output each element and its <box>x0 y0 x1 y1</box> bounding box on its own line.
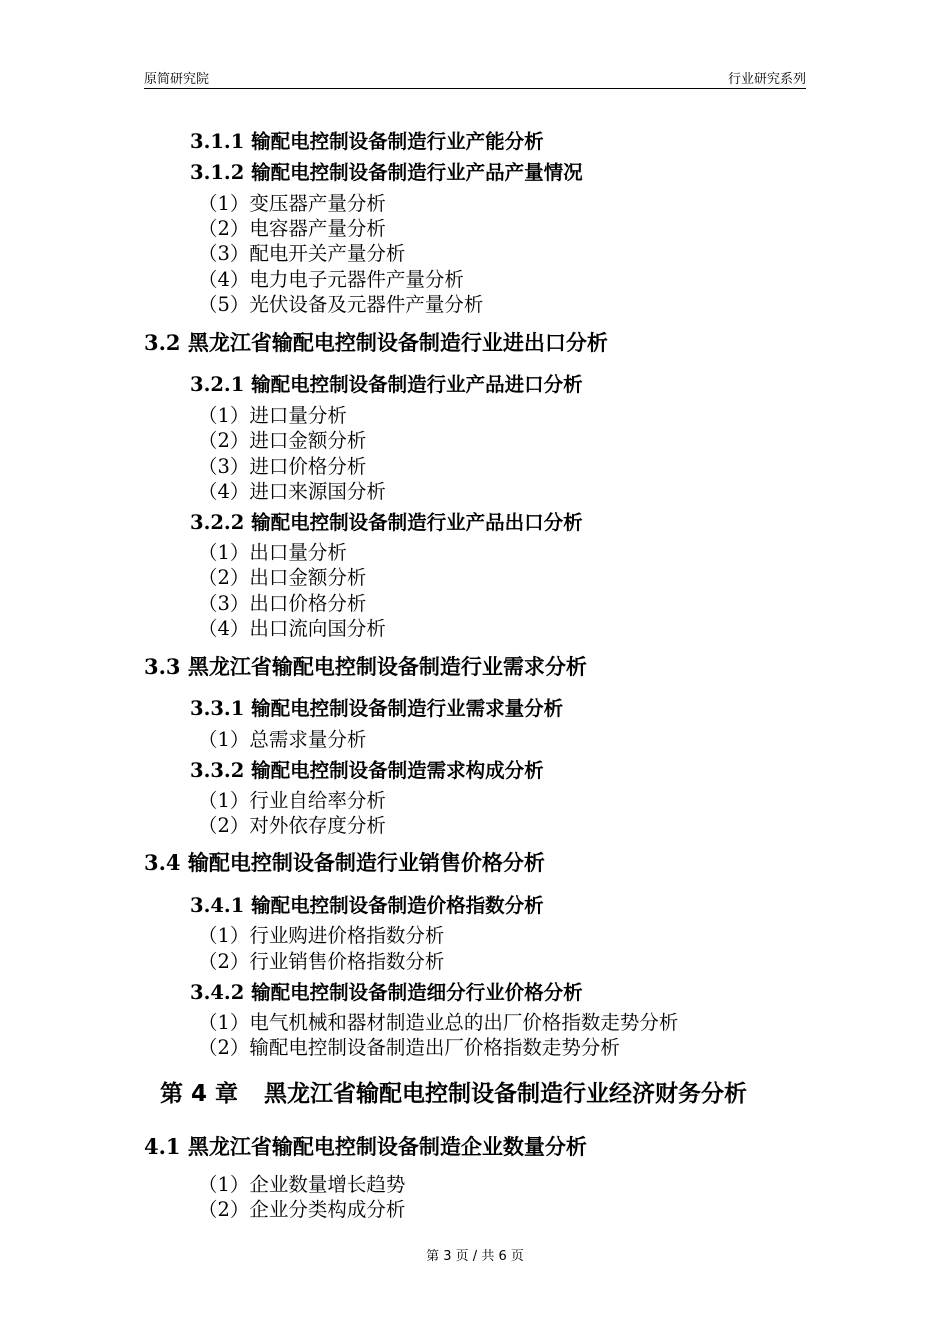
toc-item: （2）电容器产量分析 <box>198 217 386 240</box>
toc-subsection-3-4-2: 3.4.2 输配电控制设备制造细分行业价格分析 <box>190 981 583 1004</box>
toc-subsection-3-3-1: 3.3.1 输配电控制设备制造行业需求量分析 <box>190 697 564 720</box>
toc-item: （1）总需求量分析 <box>198 728 367 751</box>
toc-section-3-4: 3.4 输配电控制设备制造行业销售价格分析 <box>144 850 545 875</box>
toc-item: （2）进口金额分析 <box>198 429 367 452</box>
toc-subsection-3-3-2: 3.3.2 输配电控制设备制造需求构成分析 <box>190 759 544 782</box>
toc-item: （1）行业购进价格指数分析 <box>198 924 445 947</box>
toc-chapter-4 <box>160 1075 747 1108</box>
toc-item: （2）企业分类构成分析 <box>198 1198 406 1221</box>
toc-item: （1）行业自给率分析 <box>198 789 386 812</box>
toc-item: （1）电气机械和器材制造业总的出厂价格指数走势分析 <box>198 1011 679 1034</box>
toc-item: （2）出口金额分析 <box>198 566 367 589</box>
toc-item: （5）光伏设备及元器件产量分析 <box>198 293 484 316</box>
toc-section-3-3: 3.3 黑龙江省输配电控制设备制造行业需求分析 <box>144 654 587 679</box>
toc-item: （4）出口流向国分析 <box>198 617 386 640</box>
toc-item: （2）输配电控制设备制造出厂价格指数走势分析 <box>198 1036 620 1059</box>
toc-item: （3）进口价格分析 <box>198 455 367 478</box>
toc-item: （1）出口量分析 <box>198 541 347 564</box>
toc-item: （4）电力电子元器件产量分析 <box>198 268 464 291</box>
toc-item: （2）行业销售价格指数分析 <box>198 950 445 973</box>
toc-item: （3）出口价格分析 <box>198 592 367 615</box>
toc-subsection-3-2-1: 3.2.1 输配电控制设备制造行业产品进口分析 <box>190 373 583 396</box>
toc-subsection-3-1-2: 3.1.2 输配电控制设备制造行业产品产量情况 <box>190 161 583 184</box>
header-series: 行业研究系列 <box>727 72 806 87</box>
toc-item: （4）进口来源国分析 <box>198 480 386 503</box>
toc-section-3-2: 3.2 黑龙江省输配电控制设备制造行业进出口分析 <box>144 330 608 355</box>
toc-section-4-1: 4.1 黑龙江省输配电控制设备制造企业数量分析 <box>144 1134 587 1159</box>
toc-item: （1）变压器产量分析 <box>198 192 386 215</box>
toc-subsection-3-1-1: 3.1.1 输配电控制设备制造行业产能分析 <box>190 130 544 153</box>
toc-item: （3）配电开关产量分析 <box>198 242 406 265</box>
toc-item: （1）企业数量增长趋势 <box>198 1173 406 1196</box>
toc-item: （1）进口量分析 <box>198 404 347 427</box>
page-number: 第 3 页 / 共 6 页 <box>426 1249 524 1264</box>
toc-subsection-3-4-1: 3.4.1 输配电控制设备制造价格指数分析 <box>190 894 544 917</box>
toc-subsection-3-2-2: 3.2.2 输配电控制设备制造行业产品出口分析 <box>190 511 583 534</box>
toc-item: （2）对外依存度分析 <box>198 814 386 837</box>
chapter-label: 第 4 章 <box>160 1081 239 1107</box>
header-publisher: 原简研究院 <box>144 72 210 87</box>
chapter-title: 黑龙江省输配电控制设备制造行业经济财务分析 <box>264 1081 748 1107</box>
